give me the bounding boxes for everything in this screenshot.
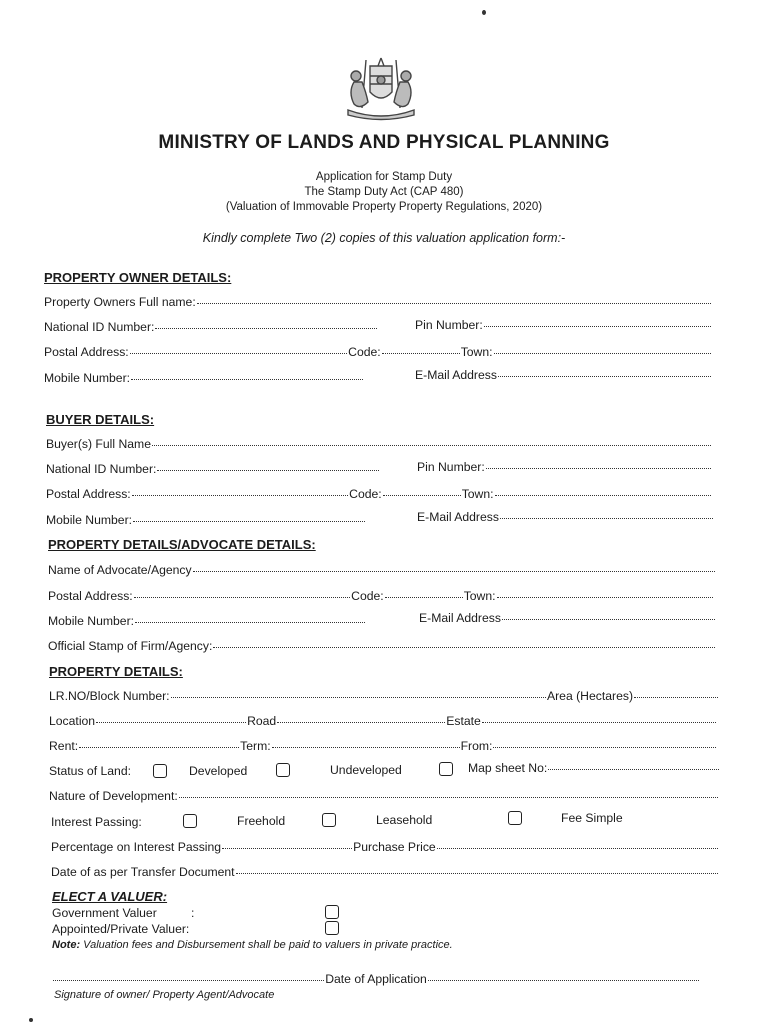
government-valuer-checkbox[interactable] — [325, 905, 339, 919]
buyer-postal-field[interactable] — [46, 487, 712, 501]
field-label: E-Mail Address — [419, 611, 501, 625]
field-label: Pin Number: — [415, 318, 483, 332]
owner-full-name-field[interactable] — [44, 295, 712, 309]
field-label: E-Mail Address — [415, 368, 497, 382]
owner-mobile-field[interactable] — [44, 371, 364, 385]
advocate-mobile-field[interactable] — [48, 614, 366, 628]
note-text: Valuation fees and Disbursement shall be paid to valuers in private practice. — [83, 939, 453, 951]
leasehold-label: Leasehold — [376, 813, 433, 827]
field-label: Area (Hectares) — [546, 689, 633, 703]
property-section-heading: PROPERTY DETAILS: — [49, 664, 183, 679]
field-label: Nature of Development: — [49, 789, 178, 803]
owner-section-heading: PROPERTY OWNER DETAILS: — [44, 270, 232, 285]
fee-simple-label: Fee Simple — [561, 811, 623, 825]
field-label: Mobile Number: — [44, 371, 131, 385]
subtitle-line-3: (Valuation of Immovable Property Property Regulations, 2020) — [225, 201, 543, 213]
owner-email-field[interactable] — [415, 368, 712, 382]
scan-speck — [482, 10, 486, 15]
field-label: LR.NO/Block Number: — [49, 689, 170, 703]
subtitle-line-2: The Stamp Duty Act (CAP 480) — [304, 186, 464, 198]
field-label: Name of Advocate/Agency — [48, 563, 192, 577]
valuation-fees-note — [52, 939, 453, 951]
instruction-text: Kindly complete Two (2) copies of this valuation application form:- — [202, 231, 566, 245]
field-label: Percentage on Interest Passing — [51, 840, 222, 854]
buyer-section-heading: BUYER DETAILS: — [46, 412, 155, 427]
coat-of-arms-emblem — [340, 52, 422, 122]
advocate-postal-field[interactable] — [48, 589, 714, 603]
field-label: Date of as per Transfer Document — [51, 865, 235, 879]
advocate-email-field[interactable] — [419, 611, 716, 625]
note-label: Note: — [52, 939, 81, 951]
field-label: Location — [49, 714, 96, 728]
field-label: Rent: — [49, 739, 79, 753]
leasehold-checkbox[interactable] — [322, 813, 336, 827]
field-label: E-Mail Address — [417, 510, 499, 524]
advocate-name-field[interactable] — [48, 563, 716, 577]
field-label: Property Owners Full name: — [44, 295, 196, 309]
fee-simple-checkbox[interactable] — [508, 811, 522, 825]
field-label: Date of Application — [325, 972, 427, 986]
developed-checkbox[interactable] — [276, 763, 290, 777]
buyer-email-field[interactable] — [417, 510, 714, 524]
advocate-section-heading: PROPERTY DETAILS/ADVOCATE DETAILS: — [48, 537, 316, 552]
lr-number-area-field[interactable] — [49, 689, 719, 703]
field-label: Official Stamp of Firm/Agency: — [48, 639, 213, 653]
owner-pin-field[interactable] — [415, 318, 712, 332]
status-of-land-label: Status of Land: — [49, 764, 131, 778]
date-transfer-document-field[interactable] — [51, 865, 719, 879]
nature-of-development-field[interactable] — [49, 789, 719, 803]
undeveloped-checkbox[interactable] — [439, 762, 453, 776]
buyer-national-id-field[interactable] — [46, 462, 380, 476]
location-road-estate-field[interactable] — [49, 714, 717, 728]
map-sheet-field[interactable] — [468, 761, 720, 775]
field-label: Term: — [240, 739, 271, 753]
rent-term-from-field[interactable] — [49, 739, 717, 753]
percentage-purchase-price-field[interactable] — [51, 840, 719, 854]
field-label: Postal Address: — [44, 345, 129, 359]
field-label: Postal Address: — [46, 487, 131, 501]
field-label: Purchase Price — [353, 840, 436, 854]
field-label: Map sheet No: — [468, 761, 548, 775]
field-label: National ID Number: — [46, 462, 157, 476]
field-label: From: — [460, 739, 493, 753]
government-valuer-label: Government Valuer — [52, 906, 157, 920]
subtitle-line-1: Application for Stamp Duty — [315, 171, 453, 183]
field-label: Mobile Number: — [46, 513, 133, 527]
scan-speck — [29, 1018, 33, 1022]
field-label: Code: — [348, 345, 381, 359]
buyer-full-name-field[interactable] — [46, 437, 712, 451]
field-label: Mobile Number: — [48, 614, 135, 628]
signature-date-field[interactable] — [52, 972, 700, 986]
interest-passing-label: Interest Passing: — [51, 815, 142, 829]
field-label: Road — [247, 714, 277, 728]
freehold-checkbox[interactable] — [183, 814, 197, 828]
field-label: National ID Number: — [44, 320, 155, 334]
buyer-mobile-field[interactable] — [46, 513, 366, 527]
private-valuer-checkbox[interactable] — [325, 921, 339, 935]
undeveloped-label: Undeveloped — [330, 763, 402, 777]
field-label: Postal Address: — [48, 589, 133, 603]
government-valuer-colon: : — [191, 906, 195, 920]
developed-label: Developed — [189, 764, 248, 778]
owner-national-id-field[interactable] — [44, 320, 378, 334]
field-label: Estate — [446, 714, 481, 728]
field-label: Code: — [349, 487, 382, 501]
field-label: Buyer(s) Full Name — [46, 437, 151, 451]
field-label: Pin Number: — [417, 460, 485, 474]
field-label: Town: — [460, 345, 493, 359]
buyer-pin-field[interactable] — [417, 460, 712, 474]
signature-caption: Signature of owner/ Property Agent/Advocate — [54, 989, 275, 1001]
field-label: Town: — [463, 589, 496, 603]
page-title: MINISTRY OF LANDS AND PHYSICAL PLANNING — [158, 132, 610, 153]
private-valuer-label: Appointed/Private Valuer: — [52, 922, 190, 936]
elect-valuer-heading: ELECT A VALUER: — [52, 889, 168, 904]
advocate-stamp-field[interactable] — [48, 639, 716, 653]
status-checkbox-blank[interactable] — [153, 764, 167, 778]
field-label: Code: — [351, 589, 384, 603]
freehold-label: Freehold — [237, 814, 286, 828]
field-label: Town: — [461, 487, 494, 501]
owner-postal-field[interactable] — [44, 345, 712, 359]
